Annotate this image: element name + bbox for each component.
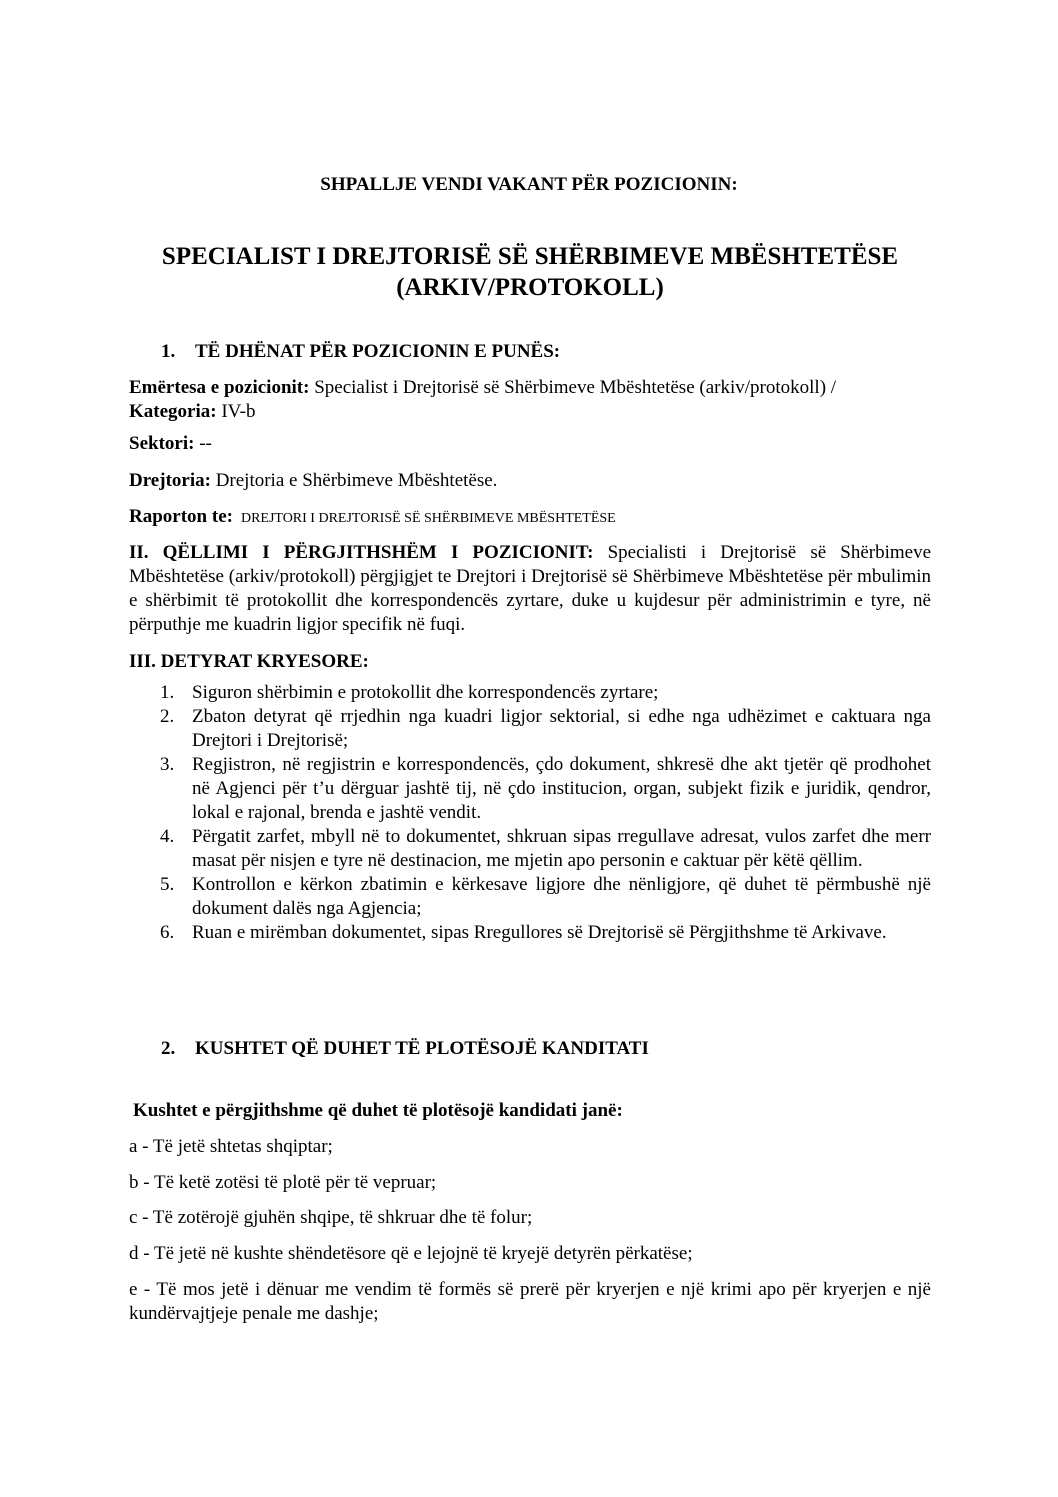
purpose-heading: II. QËLLIMI I PËRGJITHSHËM I POZICIONIT: [129, 542, 594, 563]
section-1-number: 1. [161, 341, 176, 362]
list-item [160, 681, 931, 705]
section-1-title: TË DHËNAT PËR POZICIONIN E PUNËS: [195, 341, 561, 362]
section-1-heading [161, 340, 560, 364]
list-item [160, 825, 931, 873]
list-item-number: 6. [160, 922, 175, 943]
list-item-text: Përgatit zarfet, mbyll në to dokumentet, shkruan sipas rregullave adresat, vulos zarfet dhe merr masat për nisjen e tyre në destinacion, me mjetin apo personin e caktuar për këtë qëllim. [192, 826, 931, 871]
list-item [160, 921, 931, 945]
condition-item: b - Të ketë zotësi të plotë për të vepruar; [129, 1172, 437, 1193]
category-value: IV-b [216, 401, 256, 422]
sector-value: -- [194, 433, 212, 454]
section-2-heading [161, 1037, 649, 1061]
sector-line [129, 432, 212, 456]
list-item-text: Ruan e mirëmban dokumentet, sipas Rregullores së Drejtorisë së Përgjithshme të Arkivave. [192, 922, 887, 943]
list-item-number: 5. [160, 874, 175, 895]
reports-to-value: DREJTORI I DREJTORISË SË SHËRBIMEVE MBËSHTETËSE [240, 511, 616, 526]
position-title-line-1: SPECIALIST I DREJTORISË SË SHËRBIMEVE MBËSHTETËSE [161, 243, 899, 270]
list-item-number: 3. [160, 754, 175, 775]
position-title [130, 241, 930, 303]
condition-item: d - Të jetë në kushte shëndetësore që e lejojnë të kryejë detyrën përkatëse; [129, 1243, 693, 1264]
directorate-label: Drejtoria: [129, 470, 211, 491]
duties-heading: III. DETYRAT KRYESORE: [129, 651, 369, 672]
list-item-number: 1. [160, 682, 175, 703]
list-item-number: 2. [160, 706, 175, 727]
position-title-line-2: (ARKIV/PROTOKOLL) [396, 274, 664, 301]
category-label: Kategoria: [129, 401, 217, 422]
list-item [160, 873, 931, 921]
list-item-text: Siguron shërbimin e protokollit dhe korrespondencës zyrtare; [192, 682, 659, 703]
section-2-title: KUSHTET QË DUHET TË PLOTËSOJË KANDITATI [195, 1038, 649, 1059]
condition-item: a - Të jetë shtetas shqiptar; [129, 1136, 333, 1157]
list-item-text: Zbaton detyrat që rrjedhin nga kuadri ligjor sektorial, si edhe nga udhëzimet e caktuara nga Drejtori i Drejtorisë; [192, 706, 931, 751]
list-item [160, 753, 931, 825]
reports-to-line [129, 505, 616, 531]
condition-item: c - Të zotërojë gjuhën shqipe, të shkruar dhe të folur; [129, 1207, 533, 1228]
duties-list [160, 681, 931, 945]
directorate-value: Drejtoria e Shërbimeve Mbështetëse. [210, 470, 498, 491]
list-item-number: 4. [160, 826, 175, 847]
general-conditions-heading: Kushtet e përgjithshme që duhet të plotësojë kandidati janë: [133, 1100, 623, 1121]
section-2-number: 2. [161, 1038, 176, 1059]
reports-to-label: Raporton te: [129, 506, 233, 527]
position-name-block [129, 376, 931, 424]
purpose-text: Specialisti i Drejtorisë së Shërbimeve Mbështetëse (arkiv/protokoll) përgjigjet te Drejtori i Drejtorisë së Shërbimeve Mbështetëse për mbulimin e shërbimit të protokollit dhe korrespondencës zyrtare, duke u kujdesur për administrimin e tyre, në përputhje me kuadrin ligjor specifik në fuqi. [129, 542, 931, 635]
list-item [160, 705, 931, 753]
sector-label: Sektori: [129, 433, 195, 454]
directorate-line [129, 469, 497, 493]
list-item-text: Kontrollon e kërkon zbatimin e kërkesave ligjore dhe nënligjore, që duhet të përmbushë një dokument dalës nga Agjencia; [192, 874, 931, 919]
list-item-text: Regjistron, në regjistrin e korrespondencës, çdo dokument, shkresë dhe akt tjetër që prodhohet në Agjenci për t’u dërguar jashtë tij, në çdo institucion, organ, subjekt fizik e juridik, qendror, lokal e rajonal, brenda e jashtë vendit. [192, 754, 931, 823]
purpose-paragraph [129, 541, 931, 637]
position-name-value: Specialist i Drejtorisë së Shërbimeve Mbështetëse (arkiv/protokoll) / [309, 377, 837, 398]
condition-item: e - Të mos jetë i dënuar me vendim të formës së prerë për kryerjen e një krimi apo për kryerjen e një kundërvajtjeje penale me dashje; [129, 1279, 931, 1324]
announcement-heading: SHPALLJE VENDI VAKANT PËR POZICIONIN: [320, 174, 738, 195]
position-name-label: Emërtesa e pozicionit: [129, 377, 310, 398]
